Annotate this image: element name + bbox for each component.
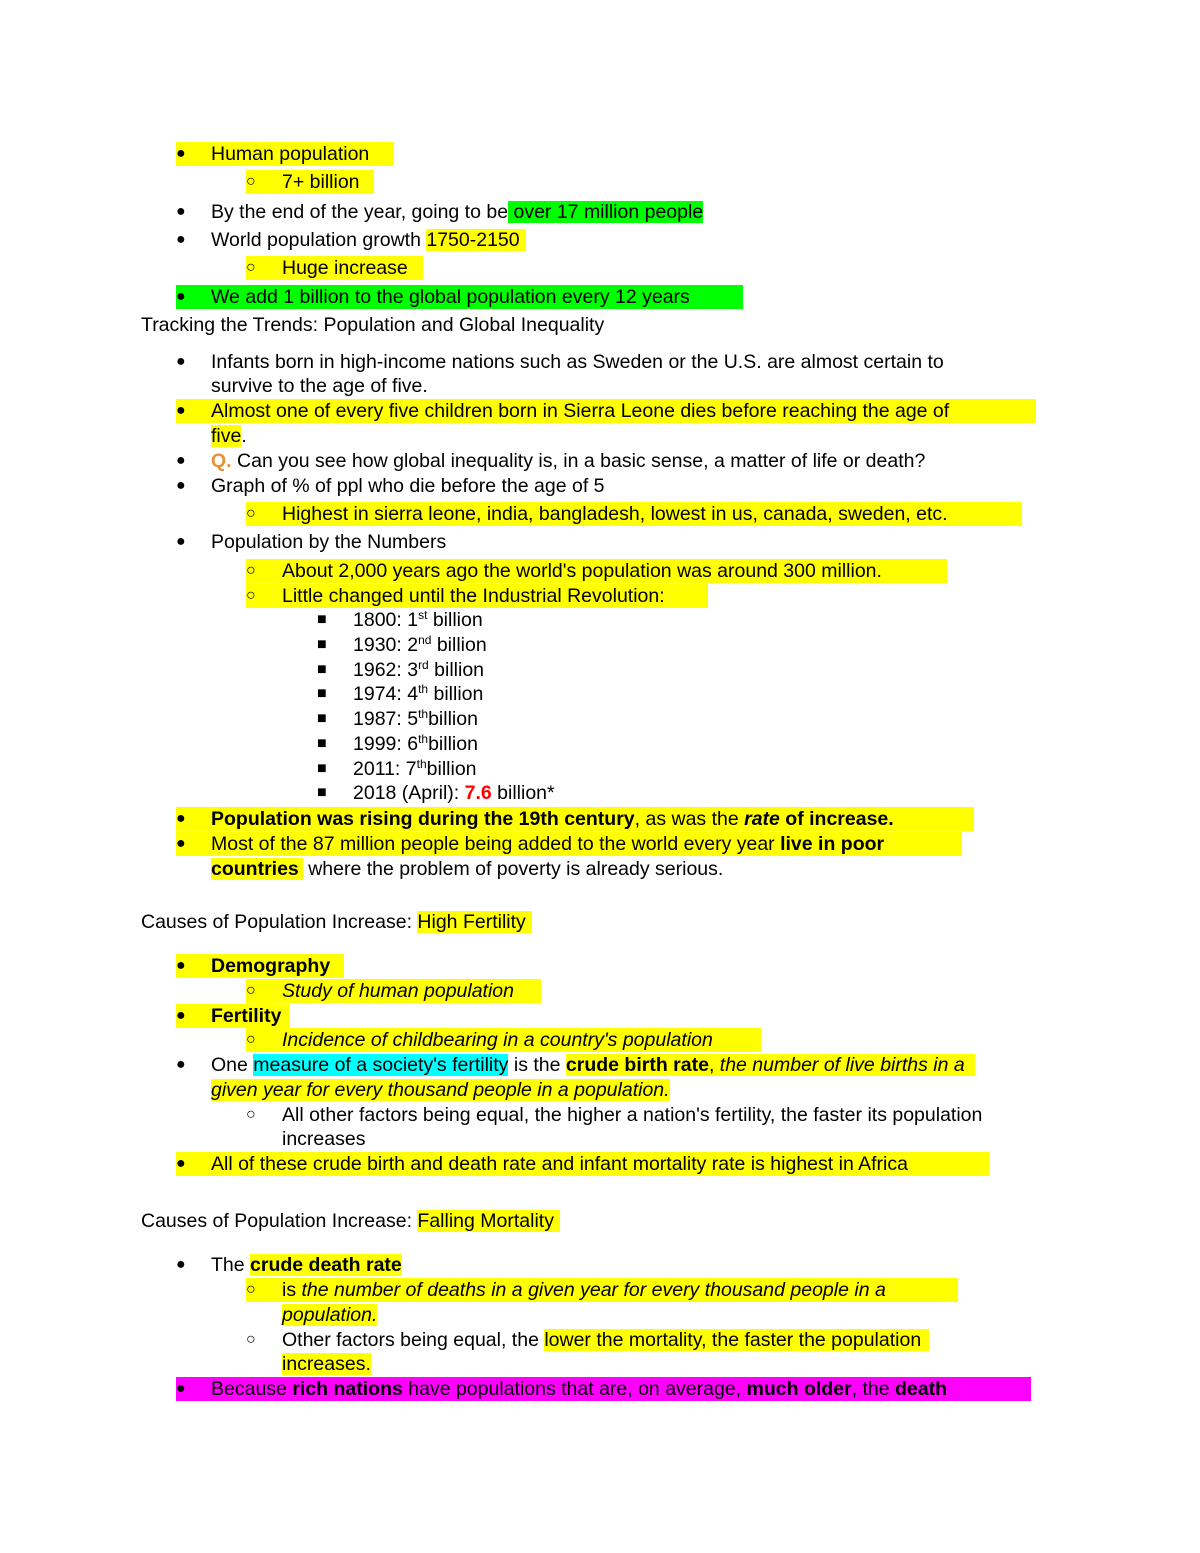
infants-text-line2: survive to the age of five. [211, 375, 428, 397]
bullet-square: ■ [317, 685, 327, 702]
seven-billion-text: 7+ billion [282, 171, 360, 193]
rich-nations-text: Because rich nations have populations that are, on average, much older, the death [211, 1378, 948, 1400]
by-numbers-text: Population by the Numbers [211, 531, 447, 553]
population-value-2018: 7.6 [464, 782, 492, 804]
crude-death-rate-def-line2: population. [282, 1304, 378, 1326]
fertility-term: Fertility [211, 1005, 282, 1027]
milestone-2018: 2018 (April): 7.6 billion* [353, 782, 555, 804]
bullet-circle: ○ [246, 1106, 256, 1123]
rising-text: Population was rising during the 19th century, as was the rate of increase. [211, 808, 894, 830]
bullet-disc: ● [176, 1155, 186, 1172]
bullet-square: ■ [317, 636, 327, 653]
bullet-circle: ○ [246, 562, 256, 579]
years-ago-text: About 2,000 years ago the world's population was around 300 million. [282, 560, 882, 582]
bullet-disc: ● [176, 810, 186, 827]
milestone-item: 1999: 6thbillion [353, 732, 478, 755]
section-heading-fertility: Causes of Population Increase: High Fertility [141, 910, 532, 934]
bullet-disc: ● [176, 402, 186, 419]
bullet-disc: ● [176, 533, 186, 550]
bullet-disc: ● [176, 452, 186, 469]
fertility-definition: Incidence of childbearing in a country's population [282, 1029, 713, 1051]
bullet-circle: ○ [246, 1331, 256, 1348]
bullet-square: ■ [317, 710, 327, 727]
demography-definition: Study of human population [282, 980, 515, 1002]
infants-text-line1: Infants born in high-income nations such as Sweden or the U.S. are almost certain to [211, 351, 944, 373]
bullet-disc: ● [176, 145, 186, 162]
africa-text: All of these crude birth and death rate and infant mortality rate is highest in Africa [211, 1153, 908, 1175]
section-heading-trends: Tracking the Trends: Population and Global Inequality [141, 314, 605, 336]
section-heading-mortality: Causes of Population Increase: Falling Mortality [141, 1209, 560, 1233]
most-people-text-line1: Most of the 87 million people being added to the world every year live in poor [211, 833, 885, 855]
human-population-text: Human population [211, 143, 370, 165]
other-factors-line2: increases. [282, 1353, 371, 1375]
population-growth-item: World population growth 1750-2150 [211, 228, 526, 252]
other-factors-line1: Other factors being equal, the lower the mortality, the faster the population [282, 1328, 929, 1352]
question-label: Q. [211, 450, 232, 472]
bullet-square: ■ [317, 611, 327, 628]
bullet-disc: ● [176, 957, 186, 974]
crude-birth-rate-line1: One measure of a society's fertility is the crude birth rate, the number of live births in a [211, 1053, 975, 1077]
bullet-square: ■ [317, 760, 327, 777]
most-people-text-line2: countries where the problem of poverty is already serious. [211, 858, 724, 880]
bullet-square: ■ [317, 661, 327, 678]
bullet-circle: ○ [246, 1031, 256, 1048]
bullet-disc: ● [176, 1056, 186, 1073]
question-item: Q. Can you see how global inequality is, in a basic sense, a matter of life or death? [211, 450, 926, 472]
add-billion-text: We add 1 billion to the global population every 12 years [211, 286, 690, 308]
bullet-square: ■ [317, 784, 327, 801]
all-other-factors-line2: increases [282, 1128, 366, 1150]
bullet-circle: ○ [246, 1281, 256, 1298]
end-of-year-item: By the end of the year, going to be over 17 million people [211, 201, 704, 223]
crude-death-rate-def-line1: is the number of deaths in a given year for every thousand people in a [282, 1279, 886, 1301]
sierra-leone-text-line2: five. [211, 425, 247, 447]
milestone-item: 1800: 1st billion [353, 608, 483, 631]
bullet-circle: ○ [246, 982, 256, 999]
crude-death-rate-item: The crude death rate [211, 1254, 402, 1276]
bullet-circle: ○ [246, 173, 256, 190]
graph-text: Graph of % of ppl who die before the age of 5 [211, 475, 605, 497]
all-other-factors-line1: All other factors being equal, the higher a nation's fertility, the faster its population [282, 1104, 983, 1126]
bullet-disc: ● [176, 353, 186, 370]
little-changed-text: Little changed until the Industrial Revolution: [282, 585, 665, 607]
milestone-item: 2011: 7thbillion [353, 757, 477, 780]
bullet-disc: ● [176, 288, 186, 305]
bullet-disc: ● [176, 1007, 186, 1024]
bullet-disc: ● [176, 1256, 186, 1273]
milestone-item: 1987: 5thbillion [353, 707, 478, 730]
bullet-circle: ○ [246, 505, 256, 522]
sierra-leone-text-line1: Almost one of every five children born in Sierra Leone dies before reaching the age of [211, 400, 950, 422]
milestone-item: 1930: 2nd billion [353, 633, 487, 656]
bullet-disc: ● [176, 231, 186, 248]
milestone-item: 1962: 3rd billion [353, 658, 485, 681]
highest-text: Highest in sierra leone, india, bangladesh, lowest in us, canada, sweden, etc. [282, 503, 948, 525]
milestone-item: 1974: 4th billion [353, 682, 484, 705]
bullet-circle: ○ [246, 587, 256, 604]
crude-birth-rate-line2: given year for every thousand people in a population. [211, 1079, 670, 1101]
bullet-circle: ○ [246, 259, 256, 276]
huge-increase-text: Huge increase [282, 257, 408, 279]
bullet-disc: ● [176, 477, 186, 494]
bullet-disc: ● [176, 203, 186, 220]
bullet-square: ■ [317, 735, 327, 752]
bullet-disc: ● [176, 1380, 186, 1397]
demography-term: Demography [211, 955, 331, 977]
bullet-disc: ● [176, 835, 186, 852]
